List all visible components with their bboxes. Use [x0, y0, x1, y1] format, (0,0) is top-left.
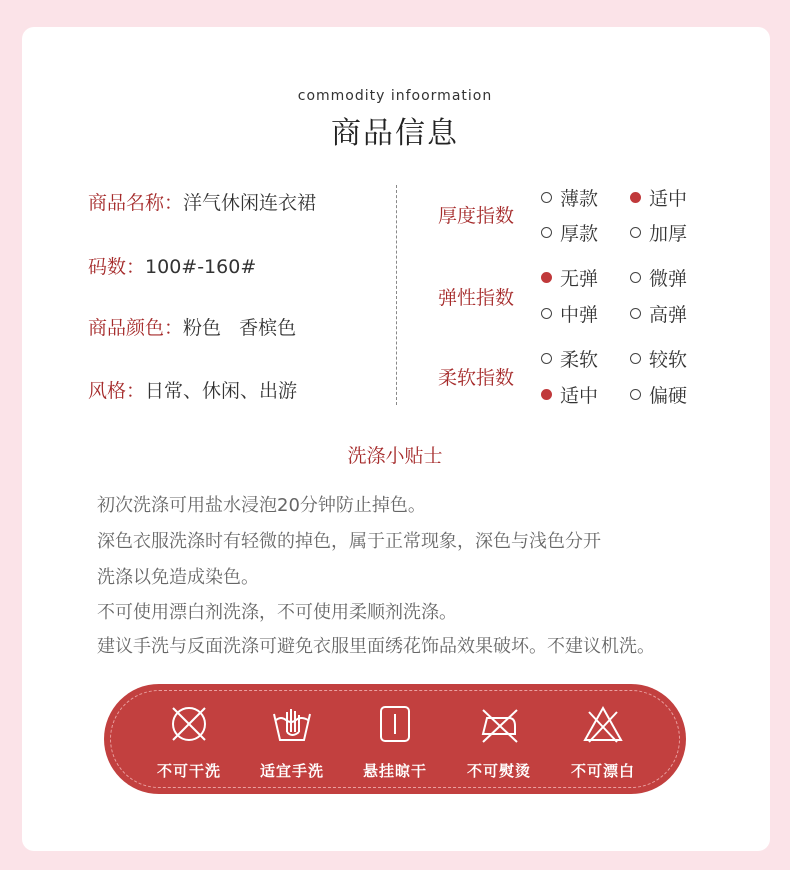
info-row-color	[88, 313, 296, 340]
info-key: 商品名称：	[88, 192, 184, 214]
info-row-style	[88, 376, 297, 403]
care-label: 悬挂晾干	[362, 762, 427, 780]
info-value: 粉色 香槟色	[183, 317, 297, 339]
care-item	[444, 702, 554, 781]
option: 高弹	[630, 300, 687, 327]
option: 加厚	[630, 219, 687, 246]
washing-tips-title: 洗涤小贴士	[347, 445, 443, 467]
softness-label: 柔软指数	[438, 367, 515, 389]
care-item	[340, 702, 450, 781]
option: 中弹	[541, 300, 598, 327]
care-item	[548, 702, 658, 781]
option: 薄款	[541, 184, 598, 211]
divider	[396, 185, 397, 405]
care-item	[134, 702, 244, 781]
tip-line: 建议手洗与反面洗涤可避免衣服里面绣花饰品效果破坏。不建议机洗。	[97, 636, 655, 657]
radio-dot	[541, 192, 552, 203]
no-bleach-icon	[581, 702, 625, 746]
care-label: 适宜手洗	[259, 762, 324, 780]
radio-dot	[630, 272, 641, 283]
care-label: 不可干洗	[156, 762, 221, 780]
option: 偏硬	[630, 381, 687, 408]
info-row-name	[88, 188, 316, 215]
radio-dot-selected	[541, 272, 552, 283]
no-dry-clean-icon	[167, 702, 211, 746]
option: 较软	[630, 345, 687, 372]
option: 厚款	[541, 219, 598, 246]
radio-dot	[630, 227, 641, 238]
info-row-size	[88, 252, 256, 279]
tip-line: 不可使用漂白剂洗涤，不可使用柔顺剂洗涤。	[97, 602, 457, 623]
option: 适中	[541, 381, 598, 408]
tip-line: 洗涤以免造成染色。	[97, 567, 259, 588]
option: 无弹	[541, 264, 598, 291]
tip-line: 深色衣服洗涤时有轻微的掉色，属于正常现象，深色与浅色分开	[97, 531, 601, 552]
info-value: 洋气休闲连衣裙	[183, 192, 317, 214]
english-subtitle: commodity infoormation	[297, 88, 493, 104]
tip-line: 初次洗涤可用盐水浸泡20分钟防止掉色。	[97, 495, 426, 516]
hand-wash-icon	[270, 702, 314, 746]
option: 柔软	[541, 345, 598, 372]
radio-dot	[630, 389, 641, 400]
option: 适中	[630, 184, 687, 211]
thickness-label: 厚度指数	[438, 205, 515, 227]
option: 微弹	[630, 264, 687, 291]
hang-dry-icon	[373, 702, 417, 746]
info-value: 日常、休闲、出游	[145, 380, 298, 402]
info-key: 商品颜色：	[88, 317, 184, 339]
radio-dot	[541, 308, 552, 319]
care-item	[237, 702, 347, 781]
info-key: 码数：	[88, 256, 146, 278]
radio-dot	[541, 227, 552, 238]
care-label: 不可熨烫	[466, 762, 531, 780]
info-key: 风格：	[88, 380, 146, 402]
page-title: 商品信息	[331, 116, 459, 151]
care-label: 不可漂白	[570, 762, 635, 780]
radio-dot-selected	[630, 192, 641, 203]
radio-dot	[630, 308, 641, 319]
info-value: 100#-160#	[145, 256, 257, 278]
radio-dot-selected	[541, 389, 552, 400]
elasticity-label: 弹性指数	[438, 287, 515, 309]
no-iron-icon	[477, 702, 521, 746]
radio-dot	[630, 353, 641, 364]
radio-dot	[541, 353, 552, 364]
